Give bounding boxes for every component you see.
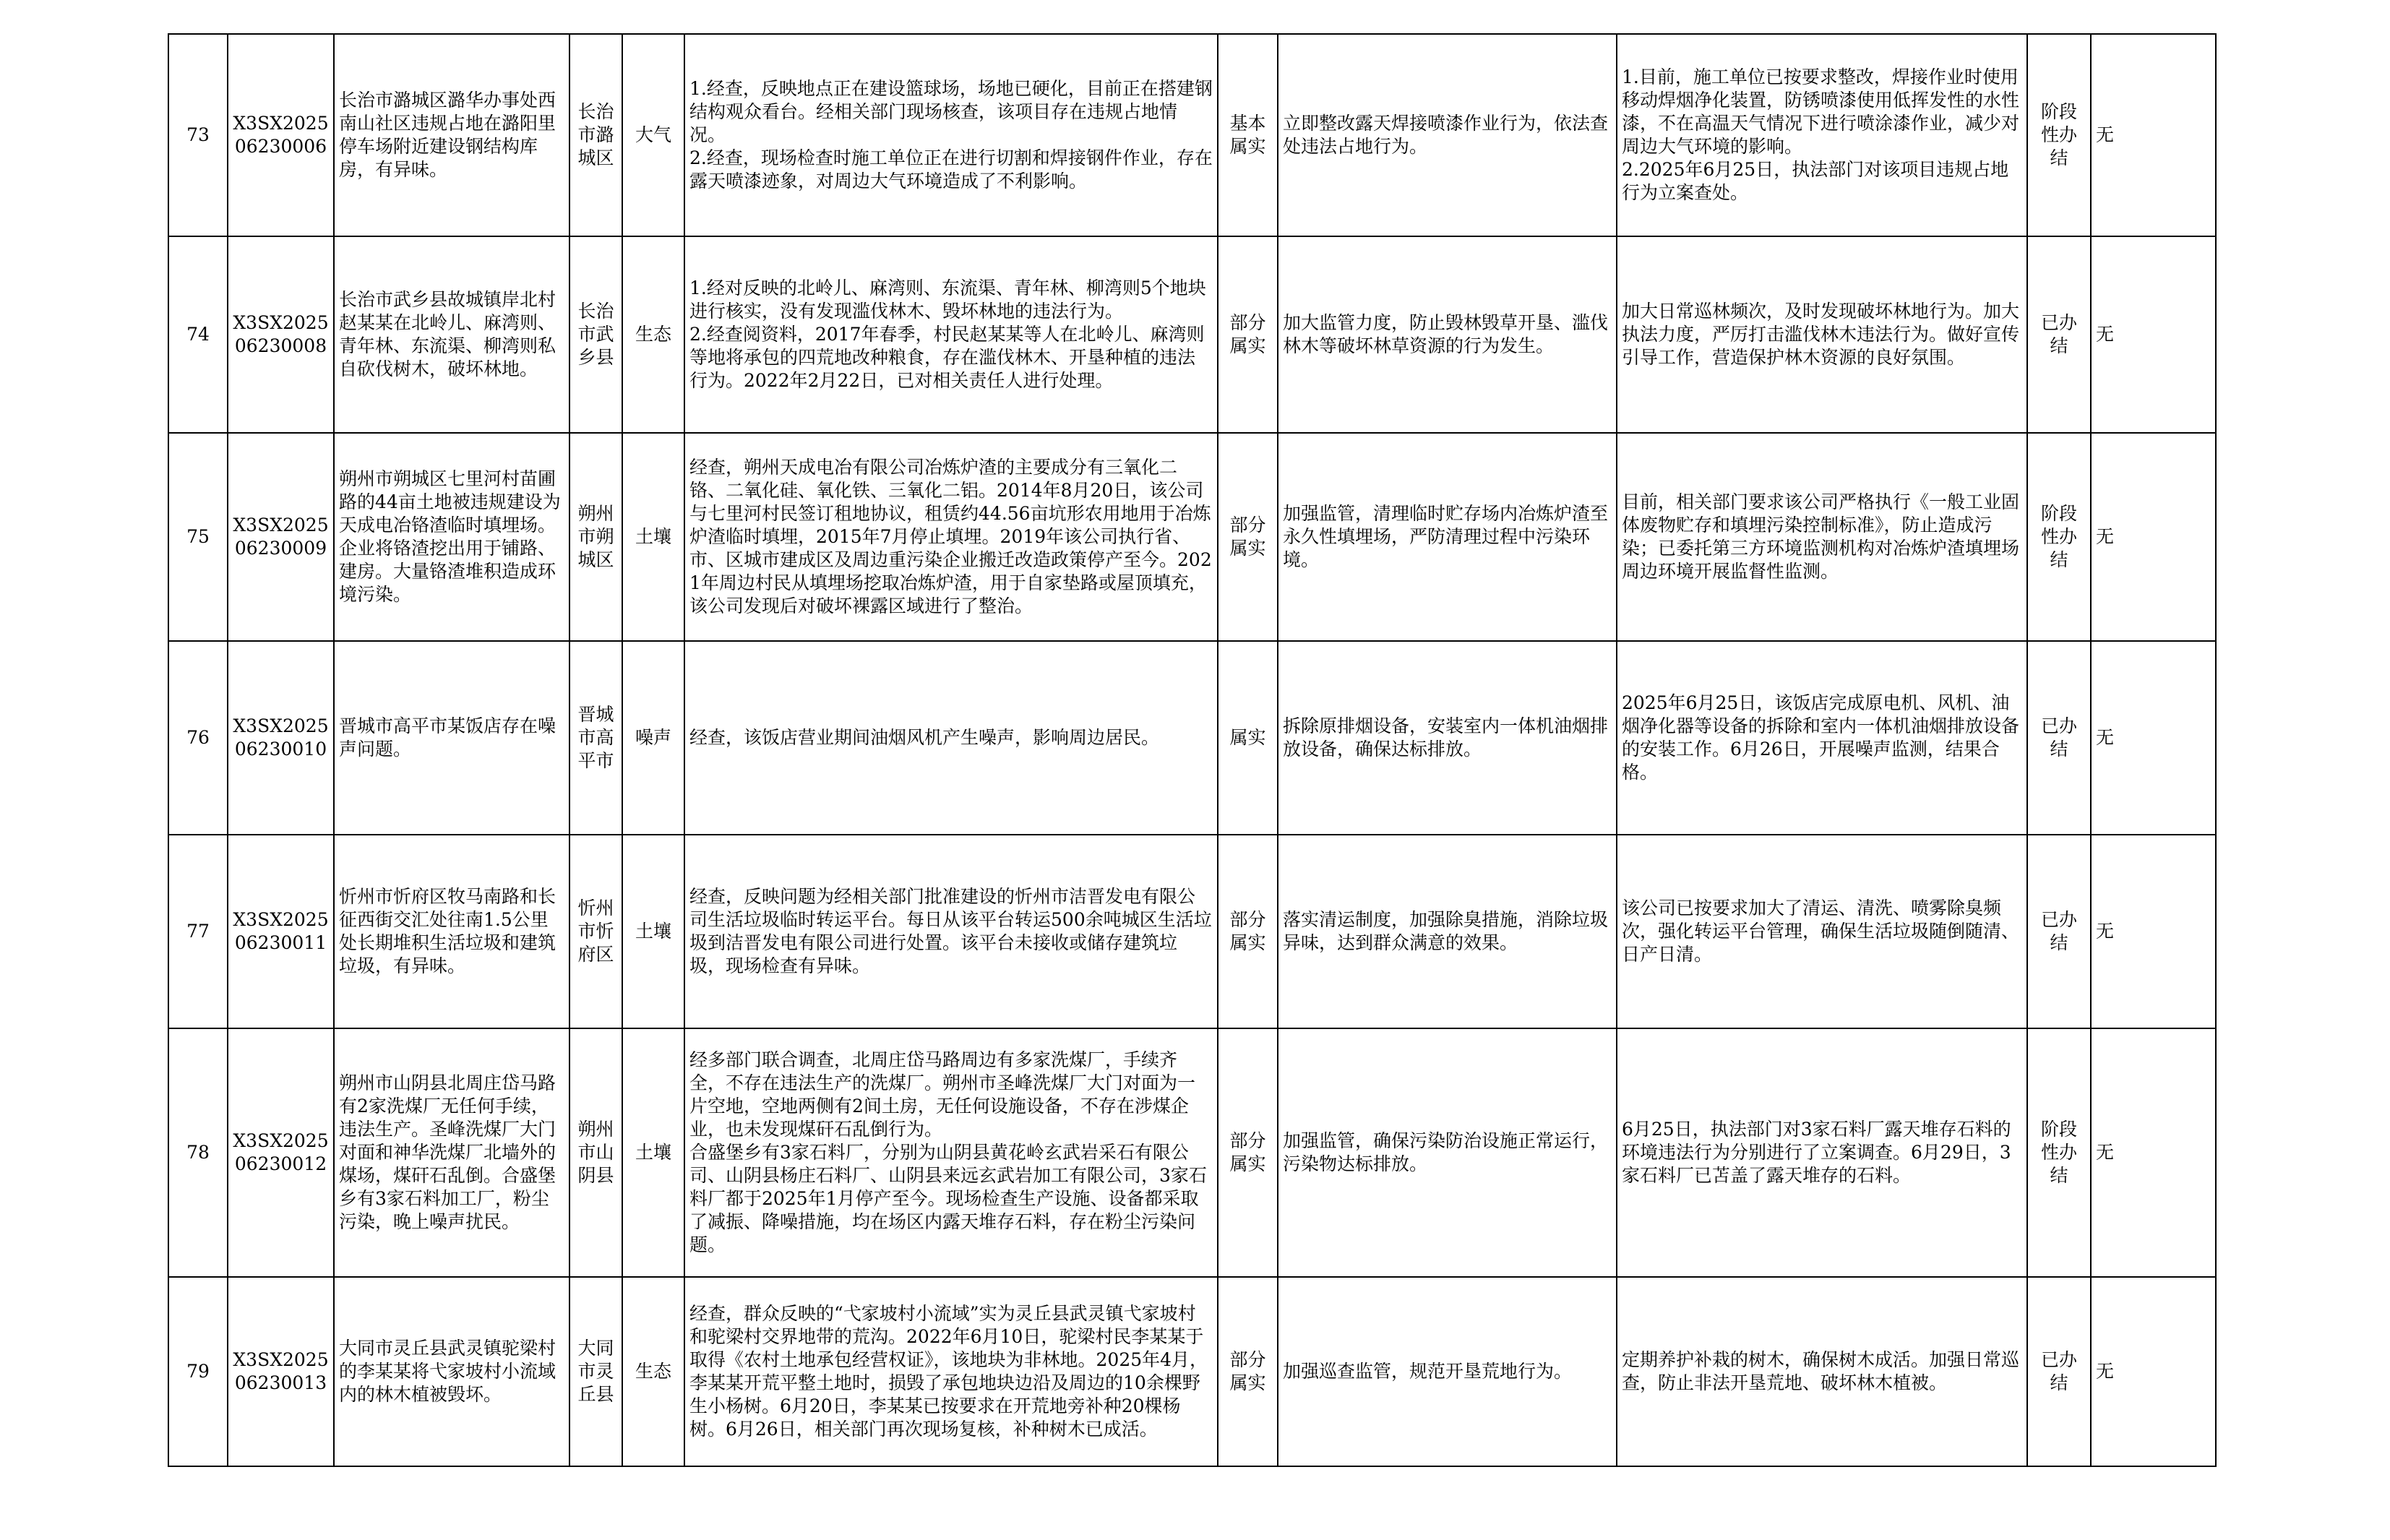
complaint-content: 长治市潞城区潞华办事处西南山社区违规占地在潞阳里停车场附近建设钢结构库房，有异味。	[334, 34, 569, 236]
verification-verdict: 部分属实	[1218, 1277, 1278, 1466]
investigation-finding: 经查，该饭店营业期间油烟风机产生噪声，影响周边居民。	[684, 641, 1218, 835]
rectification-progress: 6月25日，执法部门对3家石料厂露天堆存石料的环境违法行为分别进行了立案调查。6月29日，3家石料厂已苫盖了露天堆存的石料。	[1617, 1028, 2027, 1277]
administrative-region: 晋城市高平市	[569, 641, 622, 835]
completion-status: 阶段性办结	[2027, 1028, 2091, 1277]
rectification-measures: 落实清运制度，加强除臭措施，消除垃圾异味，达到群众满意的效果。	[1278, 835, 1617, 1028]
pollution-type: 生态	[622, 1277, 684, 1466]
completion-status: 阶段性办结	[2027, 433, 2091, 641]
investigation-finding: 经查，反映问题为经相关部门批准建设的忻州市洁晋发电有限公司生活垃圾临时转运平台。每日从该平台转运500余吨城区生活垃圾到洁晋发电有限公司进行处置。该平台未接收或储存建筑垃圾，现场检查有异味。	[684, 835, 1218, 1028]
rectification-measures: 加大监管力度，防止毁林毁草开垦、滥伐林木等破坏林草资源的行为发生。	[1278, 236, 1617, 433]
completion-status: 已办结	[2027, 835, 2091, 1028]
complaint-content: 长治市武乡县故城镇岸北村赵某某在北岭儿、麻湾则、青年林、东流渠、柳湾则私自砍伐树木，破坏林地。	[334, 236, 569, 433]
case-code: X3SX202506230011	[228, 835, 334, 1028]
rectification-progress: 加大日常巡林频次，及时发现破坏林地行为。加大执法力度，严厉打击滥伐林木违法行为。做好宣传引导工作，营造保护林木资源的良好氛围。	[1617, 236, 2027, 433]
row-number: 73	[168, 34, 228, 236]
accountability: 无	[2091, 236, 2216, 433]
accountability: 无	[2091, 1277, 2216, 1466]
completion-status: 已办结	[2027, 236, 2091, 433]
rectification-progress: 定期养护补栽的树木，确保树木成活。加强日常巡查，防止非法开垦荒地、破坏林木植被。	[1617, 1277, 2027, 1466]
verification-verdict: 部分属实	[1218, 433, 1278, 641]
row-number: 79	[168, 1277, 228, 1466]
administrative-region: 朔州市山阴县	[569, 1028, 622, 1277]
rectification-progress: 1.目前，施工单位已按要求整改，焊接作业时使用移动焊烟净化装置，防锈喷漆使用低挥发性的水性漆，不在高温天气情况下进行喷涂漆作业，减少对周边大气环境的影响。 2.2025年6月25日，执法部门对该项目违规占地行为立案查处。	[1617, 34, 2027, 236]
case-code: X3SX202506230013	[228, 1277, 334, 1466]
accountability: 无	[2091, 641, 2216, 835]
completion-status: 阶段性办结	[2027, 34, 2091, 236]
verification-verdict: 属实	[1218, 641, 1278, 835]
pollution-type: 土壤	[622, 433, 684, 641]
accountability: 无	[2091, 835, 2216, 1028]
pollution-type: 生态	[622, 236, 684, 433]
investigation-finding: 经查，朔州天成电冶有限公司冶炼炉渣的主要成分有三氧化二铬、二氧化硅、氧化铁、三氧化二铝。2014年8月20日，该公司与七里河村民签订租地协议，租赁约44.56亩坑形农用地用于冶炼炉渣临时填埋，2015年7月停止填埋。2019年该公司执行省、市、区城市建成区及周边重污染企业搬迁改造政策停产至今。2021年周边村民从填埋场挖取冶炼炉渣，用于自家垫路或屋顶填充，该公司发现后对破坏裸露区域进行了整治。	[684, 433, 1218, 641]
case-code: X3SX202506230008	[228, 236, 334, 433]
verification-verdict: 部分属实	[1218, 1028, 1278, 1277]
complaint-content: 晋城市高平市某饭店存在噪声问题。	[334, 641, 569, 835]
administrative-region: 大同市灵丘县	[569, 1277, 622, 1466]
complaint-content: 朔州市山阴县北周庄岱马路有2家洗煤厂无任何手续，违法生产。圣峰洗煤厂大门对面和神华洗煤厂北墙外的煤场，煤矸石乱倒。合盛堡乡有3家石料加工厂，粉尘污染，晚上噪声扰民。	[334, 1028, 569, 1277]
investigation-finding: 经多部门联合调查，北周庄岱马路周边有多家洗煤厂，手续齐全，不存在违法生产的洗煤厂。朔州市圣峰洗煤厂大门对面为一片空地，空地两侧有2间土房，无任何设施设备，不存在涉煤企业，也未发现煤矸石乱倒行为。 合盛堡乡有3家石料厂，分别为山阴县黄花岭玄武岩采石有限公司、山阴县杨庄石料厂、山阴县来远玄武岩加工有限公司，3家石料厂都于2025年1月停产至今。现场检查生产设施、设备都采取了减振、降噪措施，均在场区内露天堆存石料，存在粉尘污染问题。	[684, 1028, 1218, 1277]
completion-status: 已办结	[2027, 641, 2091, 835]
case-code: X3SX202506230012	[228, 1028, 334, 1277]
verification-verdict: 部分属实	[1218, 835, 1278, 1028]
row-number: 77	[168, 835, 228, 1028]
table-row	[168, 34, 2216, 236]
investigation-finding: 经查，群众反映的“弋家坡村小流域”实为灵丘县武灵镇弋家坡村和驼梁村交界地带的荒沟。2022年6月10日，驼梁村民李某某于取得《农村土地承包经营权证》，该地块为非林地。2025年4月，李某某开荒平整土地时，损毁了承包地块边沿及周边的10余棵野生小杨树。6月20日，李某某已按要求在开荒地旁补种20棵杨树。6月26日，相关部门再次现场复核，补种树木已成活。	[684, 1277, 1218, 1466]
complaint-content: 大同市灵丘县武灵镇驼梁村的李某某将弋家坡村小流域内的林木植被毁坏。	[334, 1277, 569, 1466]
investigation-finding: 1.经查，反映地点正在建设篮球场，场地已硬化，目前正在搭建钢结构观众看台。经相关部门现场核查，该项目存在违规占地情况。 2.经查，现场检查时施工单位正在进行切割和焊接钢件作业，存在露天喷漆迹象，对周边大气环境造成了不利影响。	[684, 34, 1218, 236]
verification-verdict: 基本属实	[1218, 34, 1278, 236]
rectification-progress: 2025年6月25日，该饭店完成原电机、风机、油烟净化器等设备的拆除和室内一体机油烟排放设备的安装工作。6月26日，开展噪声监测，结果合格。	[1617, 641, 2027, 835]
complaint-table	[168, 33, 2217, 1467]
table-row	[168, 433, 2216, 641]
administrative-region: 忻州市忻府区	[569, 835, 622, 1028]
accountability: 无	[2091, 34, 2216, 236]
case-code: X3SX202506230010	[228, 641, 334, 835]
pollution-type: 噪声	[622, 641, 684, 835]
rectification-measures: 加强监管，确保污染防治设施正常运行，污染物达标排放。	[1278, 1028, 1617, 1277]
pollution-type: 土壤	[622, 1028, 684, 1277]
rectification-measures: 加强巡查监管，规范开垦荒地行为。	[1278, 1277, 1617, 1466]
table-row	[168, 1277, 2216, 1466]
investigation-finding: 1.经对反映的北岭儿、麻湾则、东流渠、青年林、柳湾则5个地块进行核实，没有发现滥伐林木、毁坏林地的违法行为。 2.经查阅资料，2017年春季，村民赵某某等人在北岭儿、麻湾则等地将承包的四荒地改种粮食，存在滥伐林木、开垦种植的违法行为。2022年2月22日，已对相关责任人进行处理。	[684, 236, 1218, 433]
table-row	[168, 835, 2216, 1028]
administrative-region: 长治市潞城区	[569, 34, 622, 236]
case-code: X3SX202506230009	[228, 433, 334, 641]
pollution-type: 大气	[622, 34, 684, 236]
rectification-progress: 该公司已按要求加大了清运、清洗、喷雾除臭频次，强化转运平台管理，确保生活垃圾随倒随清、日产日清。	[1617, 835, 2027, 1028]
rectification-measures: 拆除原排烟设备，安装室内一体机油烟排放设备，确保达标排放。	[1278, 641, 1617, 835]
complaint-content: 忻州市忻府区牧马南路和长征西街交汇处往南1.5公里处长期堆积生活垃圾和建筑垃圾，有异味。	[334, 835, 569, 1028]
accountability: 无	[2091, 433, 2216, 641]
verification-verdict: 部分属实	[1218, 236, 1278, 433]
administrative-region: 朔州市朔城区	[569, 433, 622, 641]
row-number: 75	[168, 433, 228, 641]
row-number: 76	[168, 641, 228, 835]
row-number: 78	[168, 1028, 228, 1277]
table-row	[168, 236, 2216, 433]
rectification-measures: 加强监管，清理临时贮存场内冶炼炉渣至永久性填埋场，严防清理过程中污染环境。	[1278, 433, 1617, 641]
pollution-type: 土壤	[622, 835, 684, 1028]
accountability: 无	[2091, 1028, 2216, 1277]
complaint-content: 朔州市朔城区七里河村苗圃路的44亩土地被违规建设为天成电冶铬渣临时填埋场。企业将铬渣挖出用于铺路、建房。大量铬渣堆积造成环境污染。	[334, 433, 569, 641]
completion-status: 已办结	[2027, 1277, 2091, 1466]
administrative-region: 长治市武乡县	[569, 236, 622, 433]
rectification-progress: 目前，相关部门要求该公司严格执行《一般工业固体废物贮存和填埋污染控制标准》，防止造成污染；已委托第三方环境监测机构对冶炼炉渣填埋场周边环境开展监督性监测。	[1617, 433, 2027, 641]
rectification-measures: 立即整改露天焊接喷漆作业行为，依法查处违法占地行为。	[1278, 34, 1617, 236]
table-row	[168, 1028, 2216, 1277]
table-row	[168, 641, 2216, 835]
complaint-table-sheet	[168, 33, 2215, 1467]
row-number: 74	[168, 236, 228, 433]
case-code: X3SX202506230006	[228, 34, 334, 236]
